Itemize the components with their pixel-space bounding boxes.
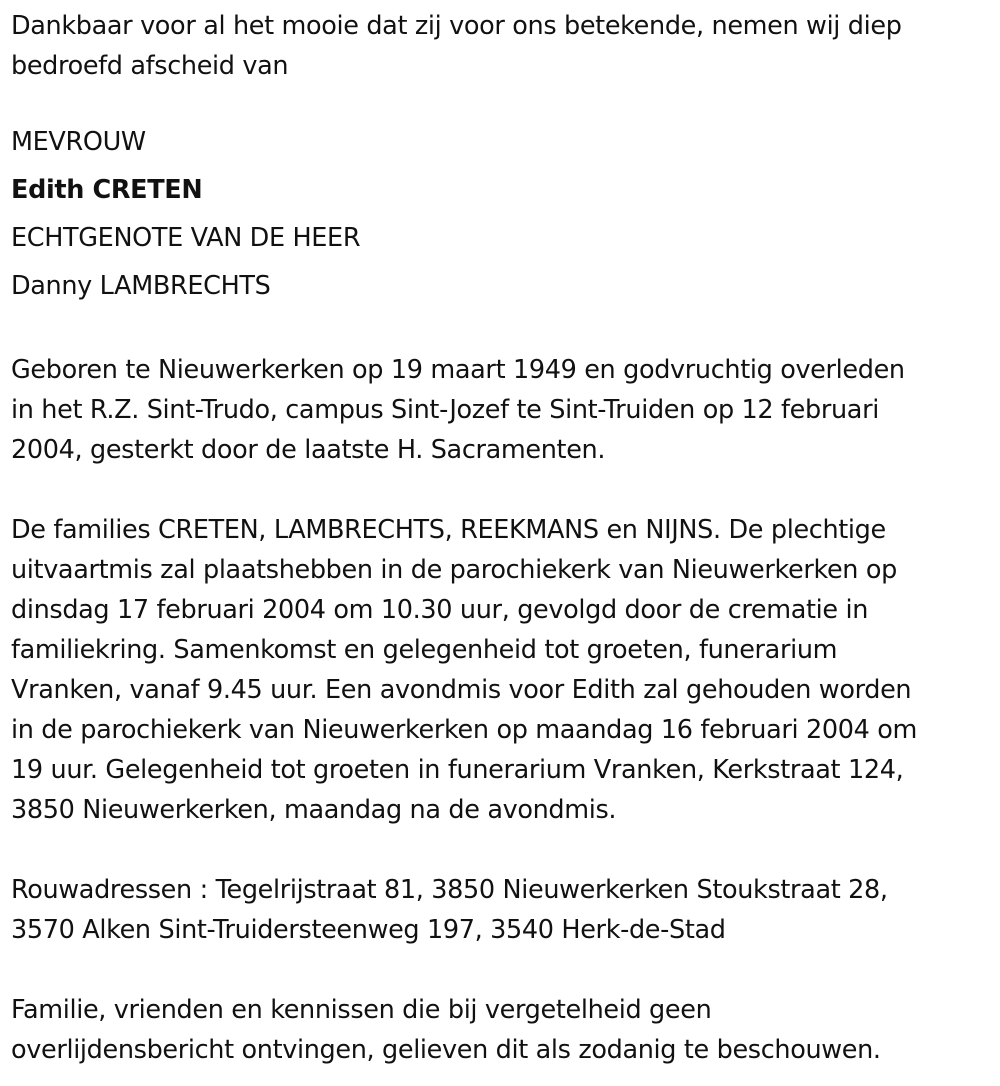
closing-line: Familie, vrienden en kennissen die bij vergetelheid geen: [11, 995, 712, 1025]
intro-paragraph: [11, 6, 991, 86]
ceremony-line: dinsdag 17 februari 2004 om 10.30 uur, gevolgd door de crematie in: [11, 595, 869, 625]
deceased-block: [11, 118, 991, 310]
ceremony-line: Vranken, vanaf 9.45 uur. Een avondmis voor Edith zal gehouden worden: [11, 675, 912, 705]
deceased-title: MEVROUW: [11, 127, 146, 157]
birth-paragraph: [11, 350, 991, 470]
ceremony-paragraph: [11, 510, 991, 830]
relation-label: ECHTGENOTE VAN DE HEER: [11, 223, 361, 253]
ceremony-line: De families CRETEN, LAMBRECHTS, REEKMANS en NIJNS. De plechtige: [11, 515, 886, 545]
intro-line: bedroefd afscheid van: [11, 51, 289, 81]
birth-line: Geboren te Nieuwerkerken op 19 maart 1949 en godvruchtig overleden: [11, 355, 905, 385]
spouse-name: Danny LAMBRECHTS: [11, 271, 271, 301]
intro-line: Dankbaar voor al het mooie dat zij voor ons betekende, nemen wij diep: [11, 11, 902, 41]
closing-paragraph: [11, 990, 991, 1070]
addresses-line: 3570 Alken Sint-Truidersteenweg 197, 3540 Herk-de-Stad: [11, 915, 726, 945]
ceremony-line: familiekring. Samenkomst en gelegenheid tot groeten, funerarium: [11, 635, 838, 665]
death-notice: [11, 6, 991, 1070]
ceremony-line: in de parochiekerk van Nieuwerkerken op maandag 16 februari 2004 om: [11, 715, 917, 745]
ceremony-line: 3850 Nieuwerkerken, maandag na de avondmis.: [11, 795, 617, 825]
addresses-paragraph: [11, 870, 991, 950]
ceremony-line: uitvaartmis zal plaatshebben in de parochiekerk van Nieuwerkerken op: [11, 555, 897, 585]
ceremony-line: 19 uur. Gelegenheid tot groeten in funerarium Vranken, Kerkstraat 124,: [11, 755, 904, 785]
birth-line: in het R.Z. Sint-Trudo, campus Sint-Jozef te Sint-Truiden op 12 februari: [11, 395, 879, 425]
deceased-name: Edith CRETEN: [11, 175, 203, 205]
addresses-line: Rouwadressen : Tegelrijstraat 81, 3850 Nieuwerkerken Stoukstraat 28,: [11, 875, 888, 905]
birth-line: 2004, gesterkt door de laatste H. Sacramenten.: [11, 435, 606, 465]
closing-line: overlijdensbericht ontvingen, gelieven dit als zodanig te beschouwen.: [11, 1035, 881, 1065]
